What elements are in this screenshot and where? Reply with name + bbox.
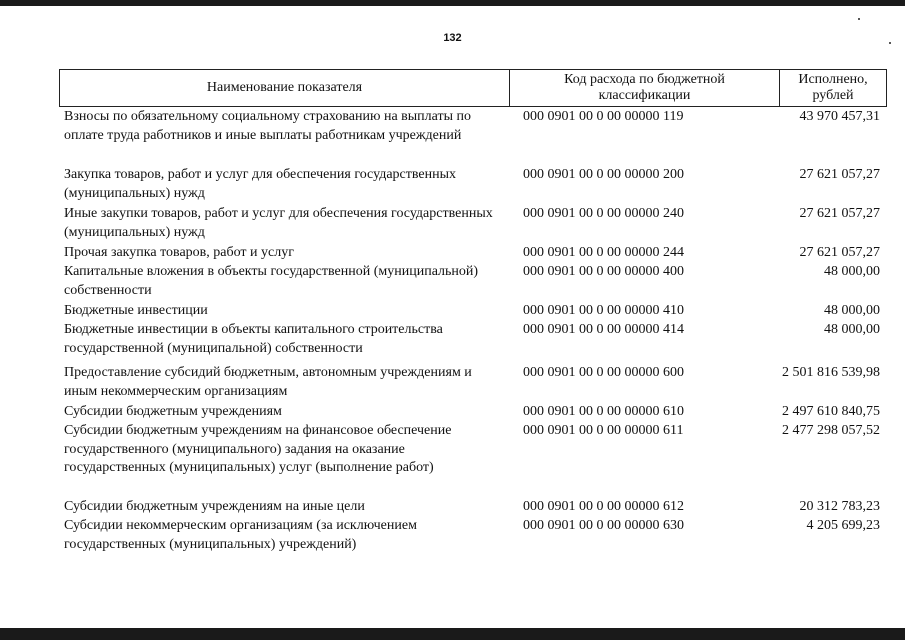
header-name: Наименование показателя <box>60 70 510 106</box>
row-code: 000 0901 00 0 00 00000 400 <box>523 264 684 279</box>
row-name: Взносы по обязательному социальному страхованию на выплаты по оплате труда работников и иные выплаты работникам учреждений <box>64 109 472 143</box>
row-amount: 2 477 298 057,52 <box>782 423 880 438</box>
row-name: Прочая закупка товаров, работ и услуг <box>64 245 294 260</box>
row-name: Предоставление субсидий бюджетным, автономным учреждениям и иным некоммерческим организациям <box>64 365 472 399</box>
row-amount: 20 312 783,23 <box>799 499 880 514</box>
row-amount: 48 000,00 <box>824 303 880 318</box>
header-amount: Исполнено, рублей <box>798 72 868 103</box>
row-amount: 4 205 699,23 <box>806 518 880 533</box>
row-code: 000 0901 00 0 00 00000 240 <box>523 206 684 221</box>
row-code: 000 0901 00 0 00 00000 630 <box>523 518 684 533</box>
row-code: 000 0901 00 0 00 00000 200 <box>523 167 684 182</box>
row-name: Субсидии бюджетным учреждениям на иные цели <box>64 499 365 514</box>
row-amount: 27 621 057,27 <box>799 245 880 260</box>
page-number: 132 <box>443 32 462 44</box>
top-border-rule <box>0 0 905 6</box>
row-amount: 48 000,00 <box>824 264 880 279</box>
row-code: 000 0901 00 0 00 00000 244 <box>523 245 684 260</box>
row-name: Иные закупки товаров, работ и услуг для обеспечения государственных (муниципальных) нужд <box>64 206 493 240</box>
row-name: Субсидии некоммерческим организациям (за исключением государственных (муниципальных) учреждений) <box>64 518 417 552</box>
row-amount: 27 621 057,27 <box>799 206 880 221</box>
row-code: 000 0901 00 0 00 00000 611 <box>523 423 684 438</box>
row-code: 000 0901 00 0 00 00000 410 <box>523 303 684 318</box>
row-amount: 2 501 816 539,98 <box>782 365 880 380</box>
row-amount: 43 970 457,31 <box>799 109 880 124</box>
row-name: Субсидии бюджетным учреждениям на финансовое обеспечение государственного (муниципального) задания на оказание государственных (муниципальных) услуг (выполнение работ) <box>64 423 452 475</box>
row-name: Закупка товаров, работ и услуг для обеспечения государственных (муниципальных) нужд <box>64 167 457 201</box>
row-code: 000 0901 00 0 00 00000 119 <box>523 109 684 124</box>
row-name: Бюджетные инвестиции в объекты капитального строительства государственной (муниципальной) собственности <box>64 322 443 356</box>
row-name: Субсидии бюджетным учреждениям <box>64 404 282 419</box>
row-amount: 27 621 057,27 <box>799 167 880 182</box>
row-amount: 2 497 610 840,75 <box>782 404 880 419</box>
row-name: Капитальные вложения в объекты государственной (муниципальной) собственности <box>64 264 479 298</box>
header-code: Код расхода по бюджетной классификации <box>510 70 780 106</box>
row-amount: 48 000,00 <box>824 322 880 337</box>
bottom-border-rule <box>0 628 905 640</box>
row-code: 000 0901 00 0 00 00000 610 <box>523 404 684 419</box>
row-code: 000 0901 00 0 00 00000 600 <box>523 365 684 380</box>
scan-speck <box>858 18 860 20</box>
row-code: 000 0901 00 0 00 00000 612 <box>523 499 684 514</box>
table-header <box>59 69 887 107</box>
row-code: 000 0901 00 0 00 00000 414 <box>523 322 684 337</box>
row-name: Бюджетные инвестиции <box>64 303 208 318</box>
